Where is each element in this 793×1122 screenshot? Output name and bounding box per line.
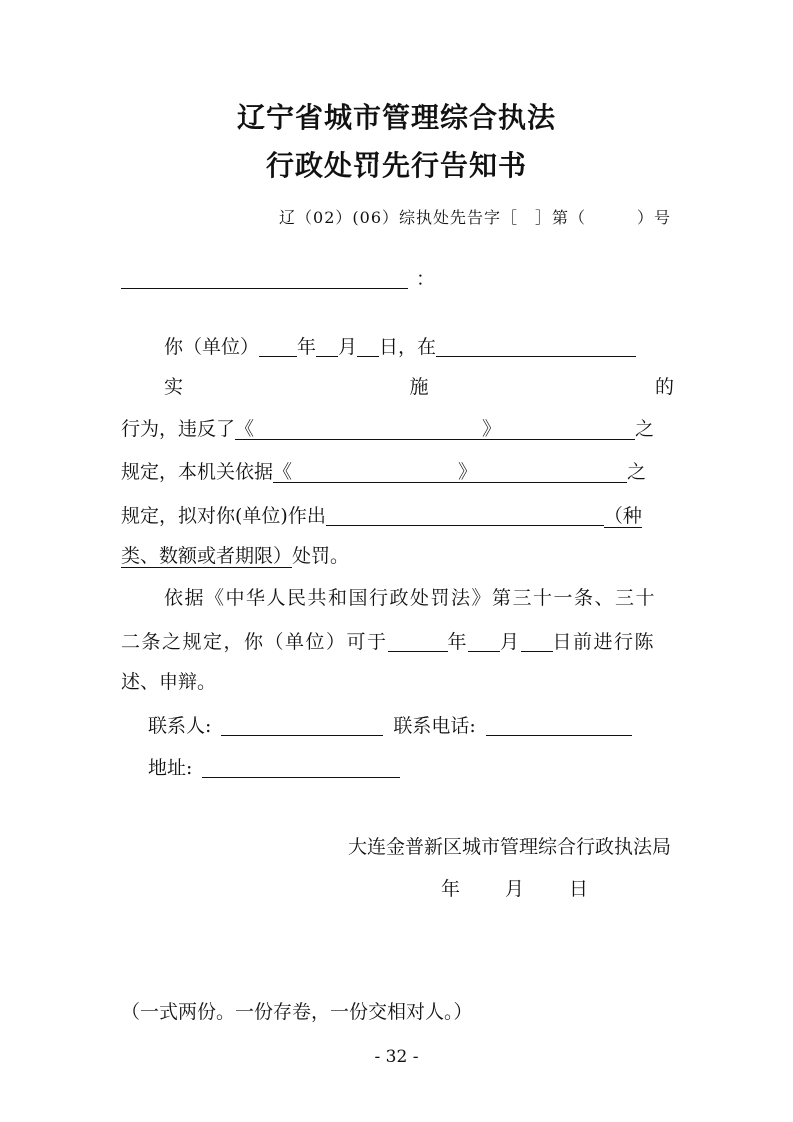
deadline-day-blank [521,631,553,652]
row4-end: 之 [627,461,647,483]
para1-row2 [164,378,674,397]
deadline-year-blank [388,631,448,652]
para1-day: 日，在 [379,336,437,358]
row4-open-quote: 《 [273,461,293,483]
document-title-line1: 辽宁省城市管理综合执法 [236,101,556,134]
deadline-month-blank [468,631,500,652]
para1-row6 [121,547,349,566]
para1-row1 [164,336,636,357]
para2-day: 日前进行陈 [552,631,656,653]
issuing-agency: 大连金普新区城市管理综合行政执法局 [347,836,671,858]
row3-close-quote: 》 [482,418,502,440]
signature-year: 年 [441,878,461,900]
para2-year: 年 [447,631,469,653]
blank-year [259,336,297,357]
row5-penalty-blank [326,505,604,526]
blank-month [316,336,338,357]
address-label: 地址: [148,757,193,779]
para2-line2 [121,631,655,652]
para1-shi2: 施 [409,376,429,398]
para1-row5 [121,505,642,526]
para1-lead: 你（单位） [164,336,260,358]
para1-shi: 实 [164,376,184,398]
blank-day [357,336,379,357]
signature-month: 月 [505,878,525,900]
para2-line1: 依据《中华人民共和国行政处罚法》第三十一条、三十 [164,587,657,609]
row3-end: 之 [635,418,655,440]
row4-lead: 规定，本机关依据 [121,461,274,483]
signature-date [441,880,588,899]
address-blank [202,757,400,778]
para1-row3 [121,420,654,440]
addressee-colon: ： [416,268,436,290]
row5-end: （种 [603,505,642,527]
footnote: （一式两份。一份存卷，一份交相对人。） [121,1001,473,1023]
address-row [148,757,400,778]
row3-lead: 行为，违反了 [121,418,236,440]
page-number: - 32 - [374,1047,419,1067]
row4-close-quote: 》 [458,461,478,483]
para1-de: 的 [654,376,674,398]
para1-row4 [121,463,646,483]
contact-phone-blank [486,715,632,736]
para1-year: 年 [297,336,317,358]
row4-law-blank [273,463,627,483]
para1-month: 月 [338,336,358,358]
row6-end: 处罚。 [292,545,350,567]
para2-month: 月 [500,631,521,653]
contact-person-blank [221,715,383,736]
signature-day: 日 [569,878,589,900]
addressee-blank-line [121,288,408,289]
document-number: 辽（02）(06）综执处先告字［ ］第（ ）号 [279,208,671,227]
row3-open-quote: 《 [235,418,255,440]
row3-law-blank [235,420,635,440]
contact-phone-label: 联系电话: [393,715,476,737]
contact-person-label: 联系人: [148,715,212,737]
para2-line2-lead: 二条之规定，你（单位）可于 [121,631,388,653]
row5-lead: 规定，拟对你(单位)作出 [121,505,326,527]
document-title-line2: 行政处罚先行告知书 [265,149,527,182]
contact-row [148,715,632,736]
blank-location [436,336,636,357]
para2-line3: 述、申辩。 [121,671,217,693]
row6-underlined: 类、数额或者期限） [121,545,293,567]
